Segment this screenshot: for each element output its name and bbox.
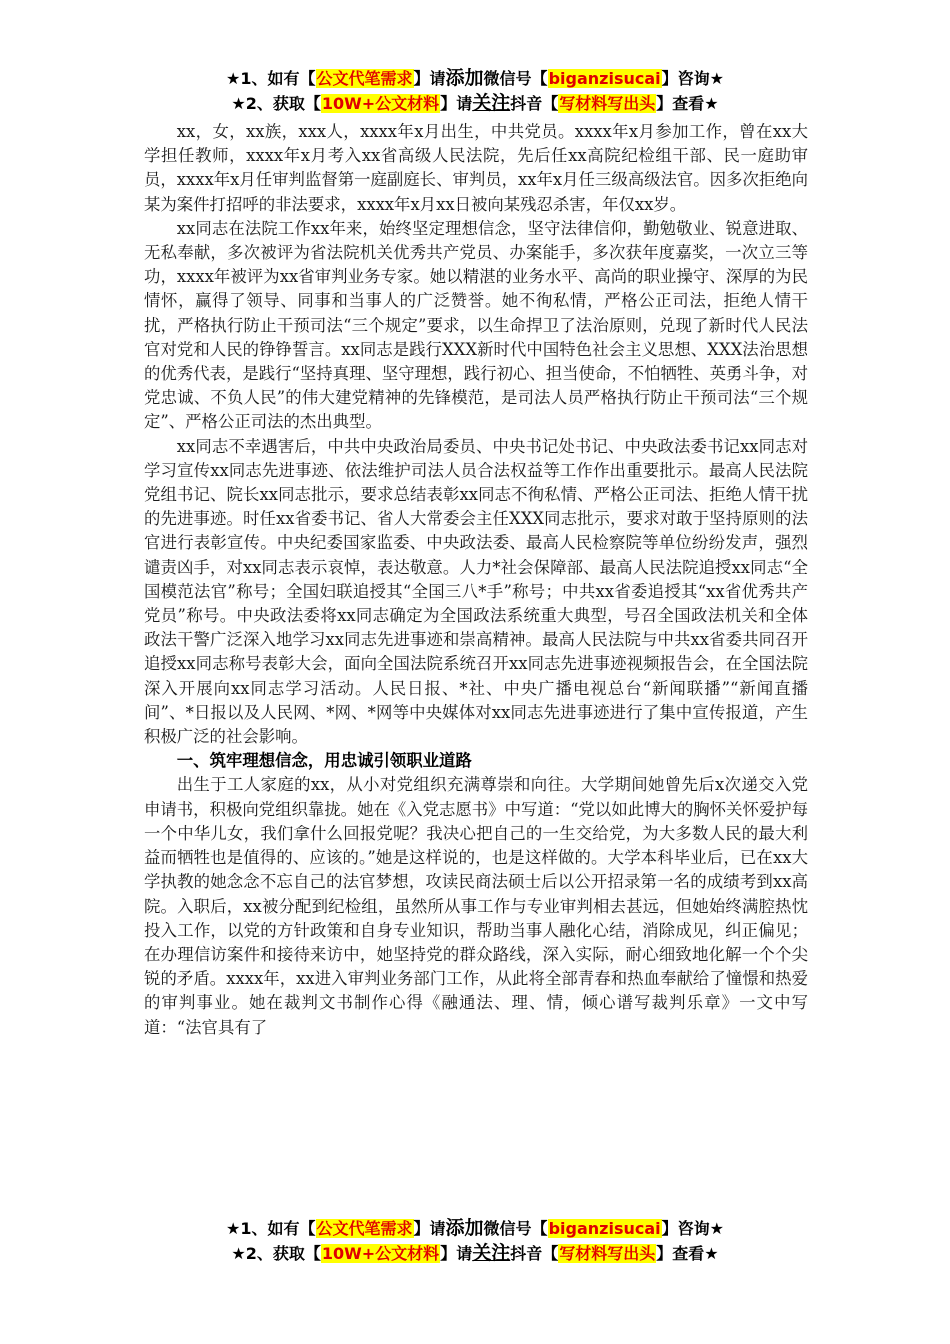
paragraph-ideals: 出生于工人家庭的xx，从小对党组织充满尊崇和向往。大学期间她曾先后x次递交入党申请书，积极向党组织靠拢。她在《入党志愿书》中写道：“党以如此博大的胸怀关怀爱护每一个中华儿女，我们拿什么回报党呢？我决心把自己的一生交给党，为大多数人民的最大利益而牺牲也是值得的、应该的。”她是这样说的，也是这样做的。大学本科毕业后，已在xx大学执教的她念念不忘自己的法官梦想，攻读民商法硕士后以公开招录第一名的成绩考到xx高院。入职后，xx被分配到纪检组，虽然所从事工作与专业审判相去甚远，但她始终满腔热忱投入工作，以党的方针政策和自身专业知识，帮助当事人融化心结，消除成见，纠正偏见；在办理信访案件和接待来访中，她坚持党的群众路线，深入实际，耐心细致地化解一个个尖锐的矛盾。xxxx年，xx进入审判业务部门工作，从此将全部青春和热血奉献给了憧憬和热爱的审判事业。她在裁判文书制作心得《融通法、理、情，倾心谱写裁判乐章》一文中写道：“法官具有了 xyxy=(144,775,809,1037)
highlight-wechat-id: biganzisucai xyxy=(548,1219,661,1238)
section-heading: 一、筑牢理想信念，用忠诚引领职业道路 xyxy=(176,751,472,771)
highlight-service: 公文代笔需求 xyxy=(316,1219,413,1238)
highlight-materials: 10W+公文材料 xyxy=(321,1244,440,1263)
star-icon: ★ xyxy=(231,1244,246,1263)
paragraph-intro: xx，女，xx族，xxx人，xxxx年x月出生，中共党员。xxxx年x月参加工作，曾在xx大学担任教师，xxxx年x月考入xx省高级人民法院，先后任xx高院纪检组干部、民一庭助审员，xxxx年x月任审判监督第一庭副庭长、审判员，xx年x月任三级高级法官。因多次拒绝向某为案件打招呼的非法要求，xxxx年x月xx日被向某残忍杀害，年仅xx岁。 xyxy=(144,122,809,214)
promo-banner-bottom xyxy=(0,1216,950,1266)
highlight-douyin-id: 写材料写出头 xyxy=(559,94,656,113)
highlight-service: 公文代笔需求 xyxy=(316,69,413,88)
promo-line-2: ★2、获取【10W+公文材料】请关注抖音【写材料写出头】查看★ xyxy=(231,1242,719,1264)
highlight-wechat-id: biganzisucai xyxy=(548,69,661,88)
paragraph-career: xx同志在法院工作xx年来，始终坚定理想信念，坚守法律信仰，勤勉敬业、锐意进取、无私奉献，多次被评为省法院机关优秀共产党员、办案能手，多次获年度嘉奖，一次立三等功，xxxx年被评为xx省审判业务专家。她以精湛的业务水平、高尚的职业操守、深厚的为民情怀，赢得了领导、同事和当事人的广泛赞誉。她不徇私情，严格公正司法，拒绝人情干扰，严格执行防止干预司法“三个规定”要求，以生命捍卫了法治原则，兑现了新时代人民法官对党和人民的铮铮誓言。xx同志是践行XXX新时代中国特色社会主义思想、XXX法治思想的优秀代表，是践行“坚持真理、坚守理想，践行初心、担当使命，不怕牺牲、英勇斗争，对党忠诚、不负人民”的伟大建党精神的先锋模范，是司法人员严格执行防止干预司法“三个规定”、严格公正司法的杰出典型。 xyxy=(144,218,809,432)
promo-line-1: ★1、如有【公文代笔需求】请添加微信号【biganzisucai】咨询★ xyxy=(226,1217,724,1239)
highlight-douyin-id: 写材料写出头 xyxy=(559,1244,656,1263)
document-body xyxy=(144,120,808,1040)
paragraph-honors: xx同志不幸遇害后，中共中央政治局委员、中央书记处书记、中央政法委书记xx同志对学习宣传xx同志先进事迹、依法维护司法人员合法权益等工作作出重要批示。最高人民法院党组书记、院长xx同志批示，要求总结表彰xx同志不徇私情、严格公正司法、拒绝人情干扰的先进事迹。时任xx省委书记、省人大常委会主任XXX同志批示，要求对敢于坚持原则的法官进行表彰宣传。中央纪委国家监委、中央政法委、最高人民检察院等单位纷纷发声，强烈谴责凶手，对xx同志表示哀悼，表达敬意。人力*社会保障部、最高人民法院追授xx同志“全国模范法官”称号；全国妇联追授其“全国三八*手”称号；中共xx省委追授其“xx省优秀共产党员”称号。中央政法委将xx同志确定为全国政法系统重大典型，号召全国政法机关和全体政法干警广泛深入地学习xx同志先进事迹和崇高精神。最高人民法院与中共xx省委共同召开追授xx同志称号表彰大会，面向全国法院系统召开xx同志先进事迹视频报告会，在全国法院深入开展向xx同志学习活动。人民日报、*社、中央广播电视总台“新闻联播”“新闻直播间”、*日报以及人民网、*网、*网等中央媒体对xx同志先进事迹进行了集中宣传报道，产生积极广泛的社会影响。 xyxy=(144,436,808,747)
star-icon: ★ xyxy=(226,69,241,88)
promo-line-1: ★1、如有【公文代笔需求】请添加微信号【biganzisucai】咨询★ xyxy=(226,67,724,89)
star-icon: ★ xyxy=(231,94,246,113)
promo-line-2: ★2、获取【10W+公文材料】请关注抖音【写材料写出头】查看★ xyxy=(231,92,719,114)
star-icon: ★ xyxy=(226,1219,241,1238)
highlight-materials: 10W+公文材料 xyxy=(321,94,440,113)
